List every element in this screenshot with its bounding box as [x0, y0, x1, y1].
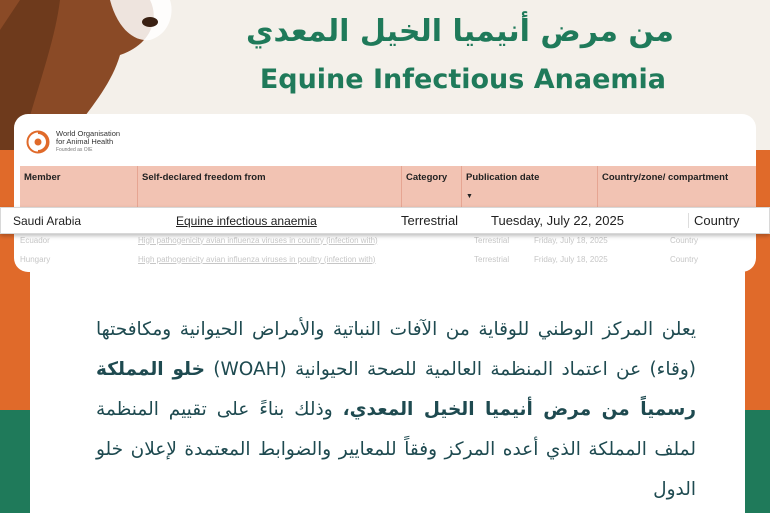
woah-logo — [26, 130, 120, 154]
column-freedom[interactable]: Self-declared freedom from — [138, 166, 402, 220]
row-freedom-link[interactable]: High pathogenicity avian influenza viruses in country (infection with) — [138, 235, 378, 245]
highlighted-table-row — [0, 207, 770, 234]
title-arabic: من مرض أنيميا الخيل المعدي — [246, 14, 674, 49]
announcement-bold: خلو المملكة رسمياً من مرض أنيميا الخيل المعدي، — [96, 359, 696, 420]
row-category: Terrestrial — [474, 254, 510, 264]
row-member: Ecuador — [20, 235, 50, 245]
row-date: Friday, July 18, 2025 — [534, 254, 608, 264]
sort-down-icon[interactable]: ▼ — [466, 193, 473, 200]
row-freedom-link[interactable]: High pathogenicity avian influenza viruses in poultry (infection with) — [138, 254, 376, 264]
woah-logo-icon — [26, 130, 50, 154]
column-member[interactable]: Member — [20, 166, 138, 220]
announcement-part-2: وذلك بناءً على تقييم المنظمة لملف المملكة الذي أعده المركز وفقاً للمعايير والضوابط المعتمدة لإعلان خلو الدول — [96, 399, 696, 500]
table-row — [20, 250, 750, 268]
logo-line-2: for Animal Health — [56, 137, 114, 146]
logo-line-3: Founded as OIE — [56, 147, 93, 153]
announcement-part-1: يعلن المركز الوطني للوقاية من الآفات النباتية والأمراض الحيوانية ومكافحتها (وقاء) عن اعتماد المنظمة العالمية للصحة الحيوانية (WOAH) — [96, 319, 696, 380]
column-publication-date-label: Publication date — [466, 172, 540, 183]
column-category[interactable]: Category — [402, 166, 462, 220]
row-scope: Country — [670, 254, 699, 264]
row-category: Terrestrial — [401, 213, 459, 228]
row-scope: Country — [670, 235, 699, 245]
left-green-band — [0, 410, 30, 513]
logo-line-1: World Organisation — [56, 129, 121, 138]
row-member: Saudi Arabia — [13, 213, 82, 228]
row-member: Hungary — [20, 254, 51, 264]
row-scope: Country — [688, 213, 769, 228]
announcement-text — [96, 310, 696, 510]
row-category: Terrestrial — [474, 235, 510, 245]
column-scope[interactable]: Country/zone/ compartment — [602, 172, 729, 183]
row-date: Tuesday, July 22, 2025 — [491, 213, 624, 228]
row-freedom-link[interactable]: Equine infectious anaemia — [176, 213, 317, 228]
title-english: Equine Infectious Anaemia — [259, 64, 666, 95]
row-date: Friday, July 18, 2025 — [534, 235, 608, 245]
right-green-band — [745, 410, 770, 513]
